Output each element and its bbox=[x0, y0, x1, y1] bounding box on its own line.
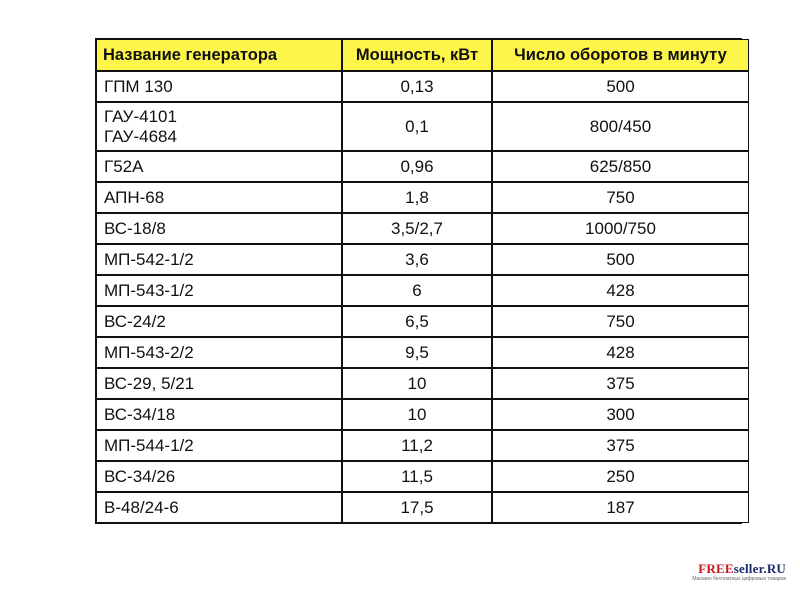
cell-rpm: 187 bbox=[493, 493, 748, 522]
cell-generator-name bbox=[97, 276, 341, 305]
cell-power: 6 bbox=[343, 276, 491, 305]
cell-generator-name bbox=[97, 214, 341, 243]
cell-power: 10 bbox=[343, 369, 491, 398]
cell-power: 3,5/2,7 bbox=[343, 214, 491, 243]
cell-rpm: 800/450 bbox=[493, 103, 748, 150]
cell-generator-name bbox=[97, 431, 341, 460]
generator-name-line: МП-544-1/2 bbox=[104, 435, 194, 455]
table-row bbox=[97, 103, 748, 150]
header-generator-name: Название генератора bbox=[97, 40, 341, 70]
cell-power: 17,5 bbox=[343, 493, 491, 522]
table-row bbox=[97, 431, 748, 460]
generator-name-line: ВС-29, 5/21 bbox=[104, 373, 195, 393]
cell-rpm: 428 bbox=[493, 338, 748, 367]
cell-rpm: 625/850 bbox=[493, 152, 748, 181]
cell-rpm: 250 bbox=[493, 462, 748, 491]
table-row bbox=[97, 338, 748, 367]
cell-power: 0,1 bbox=[343, 103, 491, 150]
generator-table-container bbox=[95, 38, 742, 524]
cell-generator-name bbox=[97, 369, 341, 398]
cell-power: 0,13 bbox=[343, 72, 491, 101]
cell-rpm: 428 bbox=[493, 276, 748, 305]
cell-generator-name bbox=[97, 103, 341, 150]
generator-name-line: ГПМ 130 bbox=[104, 76, 173, 96]
cell-rpm: 750 bbox=[493, 183, 748, 212]
cell-power: 3,6 bbox=[343, 245, 491, 274]
table-row bbox=[97, 276, 748, 305]
cell-power: 1,8 bbox=[343, 183, 491, 212]
generator-name-line: ГАУ-4684 bbox=[104, 126, 177, 146]
table-row bbox=[97, 183, 748, 212]
watermark bbox=[692, 562, 786, 582]
table-body bbox=[97, 72, 748, 522]
generator-name-line: МП-542-1/2 bbox=[104, 249, 194, 269]
table-row bbox=[97, 400, 748, 429]
cell-rpm: 300 bbox=[493, 400, 748, 429]
cell-generator-name bbox=[97, 245, 341, 274]
table-row bbox=[97, 152, 748, 181]
header-power: Мощность, кВт bbox=[343, 40, 491, 70]
cell-generator-name bbox=[97, 338, 341, 367]
cell-rpm: 500 bbox=[493, 245, 748, 274]
table-row bbox=[97, 307, 748, 336]
watermark-subtitle: Магазин бесплатных цифровых товаров bbox=[692, 576, 786, 582]
cell-generator-name bbox=[97, 462, 341, 491]
table-row bbox=[97, 245, 748, 274]
cell-power: 6,5 bbox=[343, 307, 491, 336]
cell-power: 9,5 bbox=[343, 338, 491, 367]
generator-name-line: МП-543-2/2 bbox=[104, 342, 194, 362]
generator-name-line: АПН-68 bbox=[104, 187, 165, 207]
cell-power: 11,5 bbox=[343, 462, 491, 491]
watermark-logo bbox=[692, 562, 786, 576]
generator-name-line: ВС-34/26 bbox=[104, 466, 176, 486]
table-row bbox=[97, 214, 748, 243]
watermark-logo-part1: FREE bbox=[698, 561, 734, 576]
cell-rpm: 375 bbox=[493, 431, 748, 460]
cell-generator-name bbox=[97, 152, 341, 181]
generator-name-line: ГАУ-4101 bbox=[104, 106, 177, 126]
cell-generator-name bbox=[97, 493, 341, 522]
cell-generator-name bbox=[97, 72, 341, 101]
cell-generator-name bbox=[97, 400, 341, 429]
cell-rpm: 1000/750 bbox=[493, 214, 748, 243]
generator-name-line: МП-543-1/2 bbox=[104, 280, 194, 300]
cell-power: 10 bbox=[343, 400, 491, 429]
cell-rpm: 750 bbox=[493, 307, 748, 336]
cell-generator-name bbox=[97, 183, 341, 212]
generator-name-line: ВС-34/18 bbox=[104, 404, 176, 424]
cell-power: 0,96 bbox=[343, 152, 491, 181]
table-header-row bbox=[97, 40, 748, 70]
cell-rpm: 500 bbox=[493, 72, 748, 101]
watermark-logo-part2: seller.RU bbox=[733, 561, 786, 576]
table-row bbox=[97, 462, 748, 491]
cell-power: 11,2 bbox=[343, 431, 491, 460]
generator-name-line: В-48/24-6 bbox=[104, 497, 179, 517]
generator-name-line: Г52А bbox=[104, 156, 144, 176]
generator-table bbox=[95, 38, 750, 524]
table-row bbox=[97, 369, 748, 398]
generator-name-line: ВС-18/8 bbox=[104, 218, 166, 238]
cell-generator-name bbox=[97, 307, 341, 336]
table-row bbox=[97, 72, 748, 101]
table-row bbox=[97, 493, 748, 522]
cell-rpm: 375 bbox=[493, 369, 748, 398]
header-rpm: Число оборотов в минуту bbox=[493, 40, 748, 70]
generator-name-line: ВС-24/2 bbox=[104, 311, 166, 331]
